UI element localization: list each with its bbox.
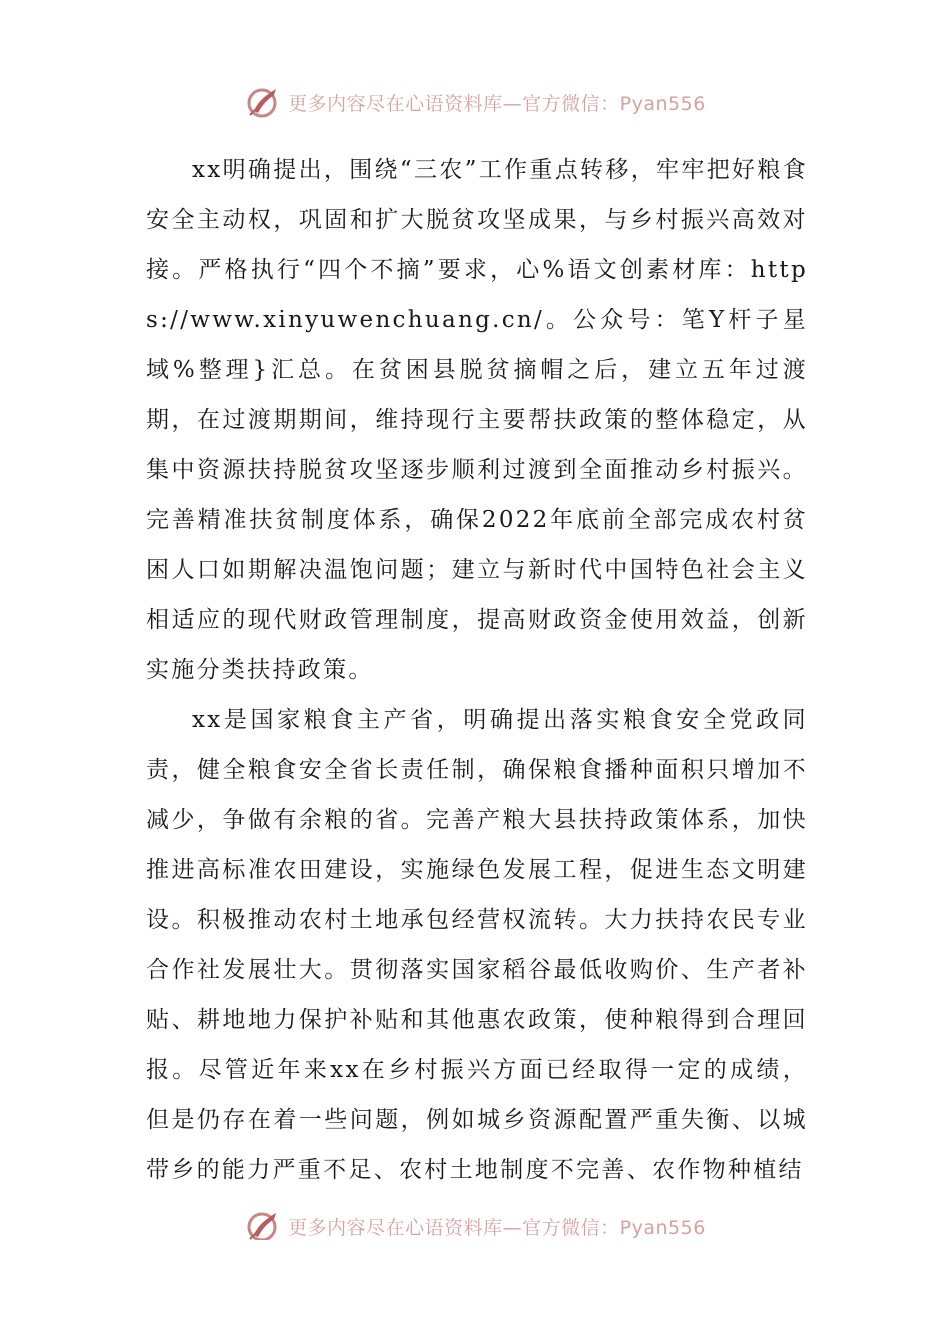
paragraph-1: xx明确提出，围绕“三农”工作重点转移，牢牢把好粮食安全主动权，巩固和扩大脱贫攻坚成果，与乡村振兴高效对接。严格执行“四个不摘”要求，心%语文创素材库：https://www.xinyuwenchuang.cn/。公众号：笔Y杆子星域%整理}汇总。在贫困县脱贫摘帽之后，建立五年过渡期，在过渡期期间，维持现行主要帮扶政策的整体稳定，从集中资源扶持脱贫攻坚逐步顺利过渡到全面推动乡村振兴。完善精准扶贫制度体系，确保2022年底前全部完成农村贫困人口如期解决温饱问题；建立与新时代中国特色社会主义相适应的现代财政管理制度，提高财政资金使用效益，创新实施分类扶持政策。 (146, 157, 808, 683)
pen-logo-icon (244, 83, 282, 121)
header-banner (0, 80, 950, 124)
pen-logo-icon (244, 1207, 282, 1240)
footer-banner (0, 1200, 950, 1240)
paragraph-2: xx是国家粮食主产省，明确提出落实粮食安全党政同责，健全粮食安全省长责任制，确保粮食播种面积只增加不减少，争做有余粮的省。完善产粮大县扶持政策体系，加快推进高标准农田建设，实施绿色发展工程，促进生态文明建设。积极推动农村土地承包经营权流转。大力扶持农民专业合作社发展壮大。贯彻落实国家稻谷最低收购价、生产者补贴、耕地地力保护补贴和其他惠农政策，使种粮得到合理回报。尽管近年来xx在乡村振兴方面已经取得一定的成绩，但是仍存在着一些问题，例如城乡资源配置严重失衡、以城带乡的能力严重不足、农村土地制度不完善、农作物种植结 (146, 707, 808, 1183)
header-banner-text: 更多内容尽在心语资料库—官方微信：Pyan556 (288, 92, 706, 115)
footer-banner-text: 更多内容尽在心语资料库—官方微信：Pyan556 (288, 1216, 706, 1239)
document-body (146, 145, 808, 1195)
